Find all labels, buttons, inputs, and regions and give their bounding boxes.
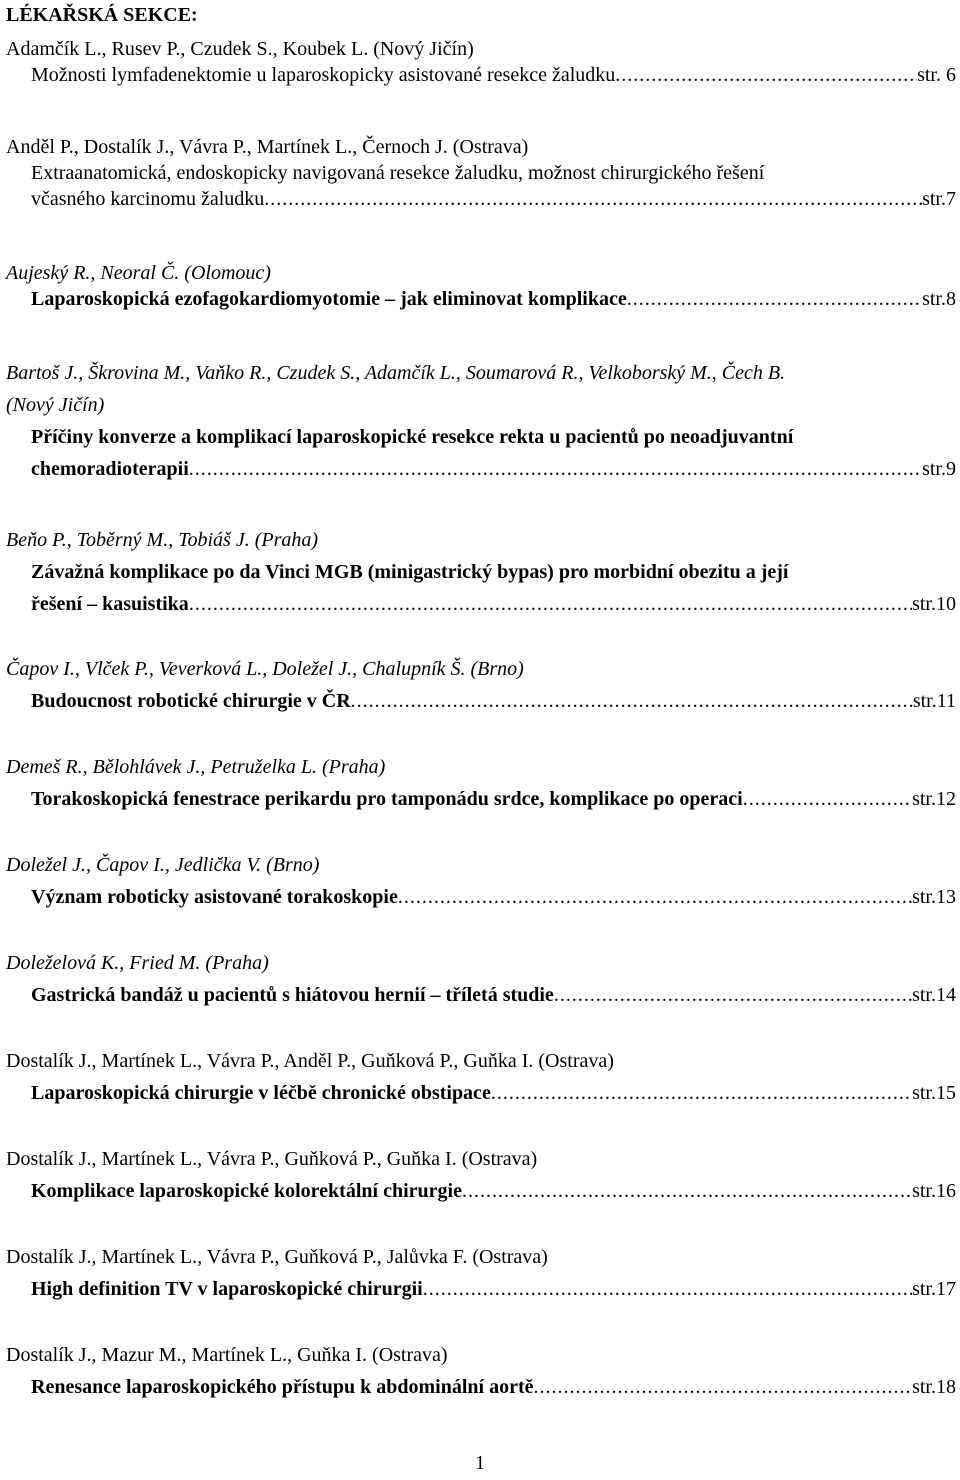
entry-title-row [6, 786, 956, 812]
toc-entry [6, 134, 956, 212]
entry-page: str.13 [912, 886, 956, 908]
entry-title-row [6, 160, 956, 186]
entry-title-row [6, 688, 956, 714]
toc-entry [6, 754, 956, 812]
dot-leader [615, 62, 917, 88]
entry-authors: Aujeský R., Neoral Č. (Olomouc) [6, 262, 271, 284]
dot-leader [351, 688, 913, 714]
entry-authors: Adamčík L., Rusev P., Czudek S., Koubek L. (Nový Jičín) [6, 38, 474, 60]
entry-authors: Čapov I., Vlček P., Veverková L., Doležel J., Chalupník Š. (Brno) [6, 658, 524, 680]
entry-page: str.8 [922, 288, 956, 310]
entry-title: Renesance laparoskopického přístupu k abdominální aortě [31, 1376, 534, 1398]
entry-page: str.9 [922, 458, 956, 480]
entry-title-row [6, 1276, 956, 1302]
entry-title: High definition TV v laparoskopické chirurgii [31, 1278, 423, 1300]
dot-leader [491, 1080, 912, 1106]
entry-authors: Demeš R., Bělohlávek J., Petruželka L. (Praha) [6, 756, 386, 778]
entry-title-line2: chemoradioterapii [31, 458, 189, 480]
dot-leader [627, 286, 922, 312]
entry-title: Laparoskopická ezofagokardiomyotomie – jak eliminovat komplikace [31, 288, 627, 310]
toc-entry [6, 1146, 956, 1204]
entry-title-row [6, 286, 956, 312]
entry-title-row [6, 186, 956, 212]
entry-title-row [6, 559, 956, 585]
toc-entry [6, 852, 956, 910]
toc-entry [6, 527, 956, 617]
toc-entry [6, 360, 956, 482]
toc-entry [6, 1342, 956, 1400]
entry-title: Budoucnost robotické chirurgie v ČR [31, 690, 351, 712]
dot-leader [743, 786, 912, 812]
entry-title-row [6, 1374, 956, 1400]
entry-title-row [6, 1178, 956, 1204]
entry-title: Laparoskopická chirurgie v léčbě chronické obstipace [31, 1082, 491, 1104]
entry-authors: Bartoš J., Škrovina M., Vaňko R., Czudek S., Adamčík L., Soumarová R., Velkoborský M., Čech B. [6, 362, 786, 384]
entry-title-row [6, 62, 956, 88]
entry-title-row [6, 591, 956, 617]
entry-title-row [6, 456, 956, 482]
entry-title: Komplikace laparoskopické kolorektální chirurgie [31, 1180, 462, 1202]
entry-page: str.11 [912, 690, 956, 712]
dot-leader [189, 591, 912, 617]
entry-authors: Beňo P., Toběrný M., Tobiáš J. (Praha) [6, 529, 319, 551]
entry-page: str.18 [912, 1376, 956, 1398]
dot-leader [264, 186, 922, 212]
entry-authors: Anděl P., Dostalík J., Vávra P., Martínek L., Černoch J. (Ostrava) [6, 136, 529, 158]
entry-title-line1: Extraanatomická, endoskopicky navigovaná resekce žaludku, možnost chirurgického řešení [31, 162, 765, 184]
entry-title-row [6, 982, 956, 1008]
entry-title-row [6, 1080, 956, 1106]
entry-title-line1: Závažná komplikace po da Vinci MGB (minigastrický bypas) pro morbidní obezitu a její [31, 561, 789, 583]
toc-entry [6, 1244, 956, 1302]
section-heading: LÉKAŘSKÁ SEKCE: [6, 4, 198, 26]
dot-leader [189, 456, 922, 482]
dot-leader [423, 1276, 912, 1302]
entry-page: str.17 [912, 1278, 956, 1300]
entry-page: str.15 [912, 1082, 956, 1104]
entry-title-line2: řešení – kasuistika [31, 593, 189, 615]
page-number: 1 [475, 1452, 485, 1474]
toc-entry [6, 656, 956, 714]
entry-title: Torakoskopická fenestrace perikardu pro tamponádu srdce, komplikace po operaci [31, 788, 743, 810]
dot-leader [554, 982, 912, 1008]
toc-entry [6, 36, 956, 88]
toc-entry [6, 1048, 956, 1106]
entry-title: Gastrická bandáž u pacientů s hiátovou hernií – tříletá studie [31, 984, 554, 1006]
entry-page: str. 6 [917, 64, 956, 86]
entry-title: Význam roboticky asistované torakoskopie [31, 886, 398, 908]
entry-title: Možnosti lymfadenektomie u laparoskopicky asistované resekce žaludku [31, 64, 616, 86]
entry-title-line2: včasného karcinomu žaludku [31, 188, 265, 210]
entry-page: str.12 [912, 788, 956, 810]
entry-authors-line2: (Nový Jičín) [6, 394, 105, 416]
entry-authors: Dostalík J., Mazur M., Martínek L., Guňka I. (Ostrava) [6, 1344, 448, 1366]
entry-page: str.10 [912, 593, 956, 615]
entry-title-row [6, 884, 956, 910]
toc-entry [6, 260, 956, 312]
toc-entry [6, 950, 956, 1008]
dot-leader [398, 884, 912, 910]
entry-authors: Doležel J., Čapov I., Jedlička V. (Brno) [6, 854, 320, 876]
entry-title-row [6, 424, 956, 450]
entry-authors: Doleželová K., Fried M. (Praha) [6, 952, 269, 974]
entry-page: str.14 [912, 984, 956, 1006]
entry-page: str.7 [922, 188, 956, 210]
dot-leader [534, 1374, 913, 1400]
entry-page: str.16 [912, 1180, 956, 1202]
entry-authors: Dostalík J., Martínek L., Vávra P., Guňková P., Guňka I. (Ostrava) [6, 1148, 538, 1170]
entry-authors: Dostalík J., Martínek L., Vávra P., Anděl P., Guňková P., Guňka I. (Ostrava) [6, 1050, 614, 1072]
entry-title-line1: Příčiny konverze a komplikací laparoskopické resekce rekta u pacientů po neoadjuvantní [31, 426, 794, 448]
entry-authors: Dostalík J., Martínek L., Vávra P., Guňková P., Jalůvka F. (Ostrava) [6, 1246, 548, 1268]
dot-leader [462, 1178, 912, 1204]
